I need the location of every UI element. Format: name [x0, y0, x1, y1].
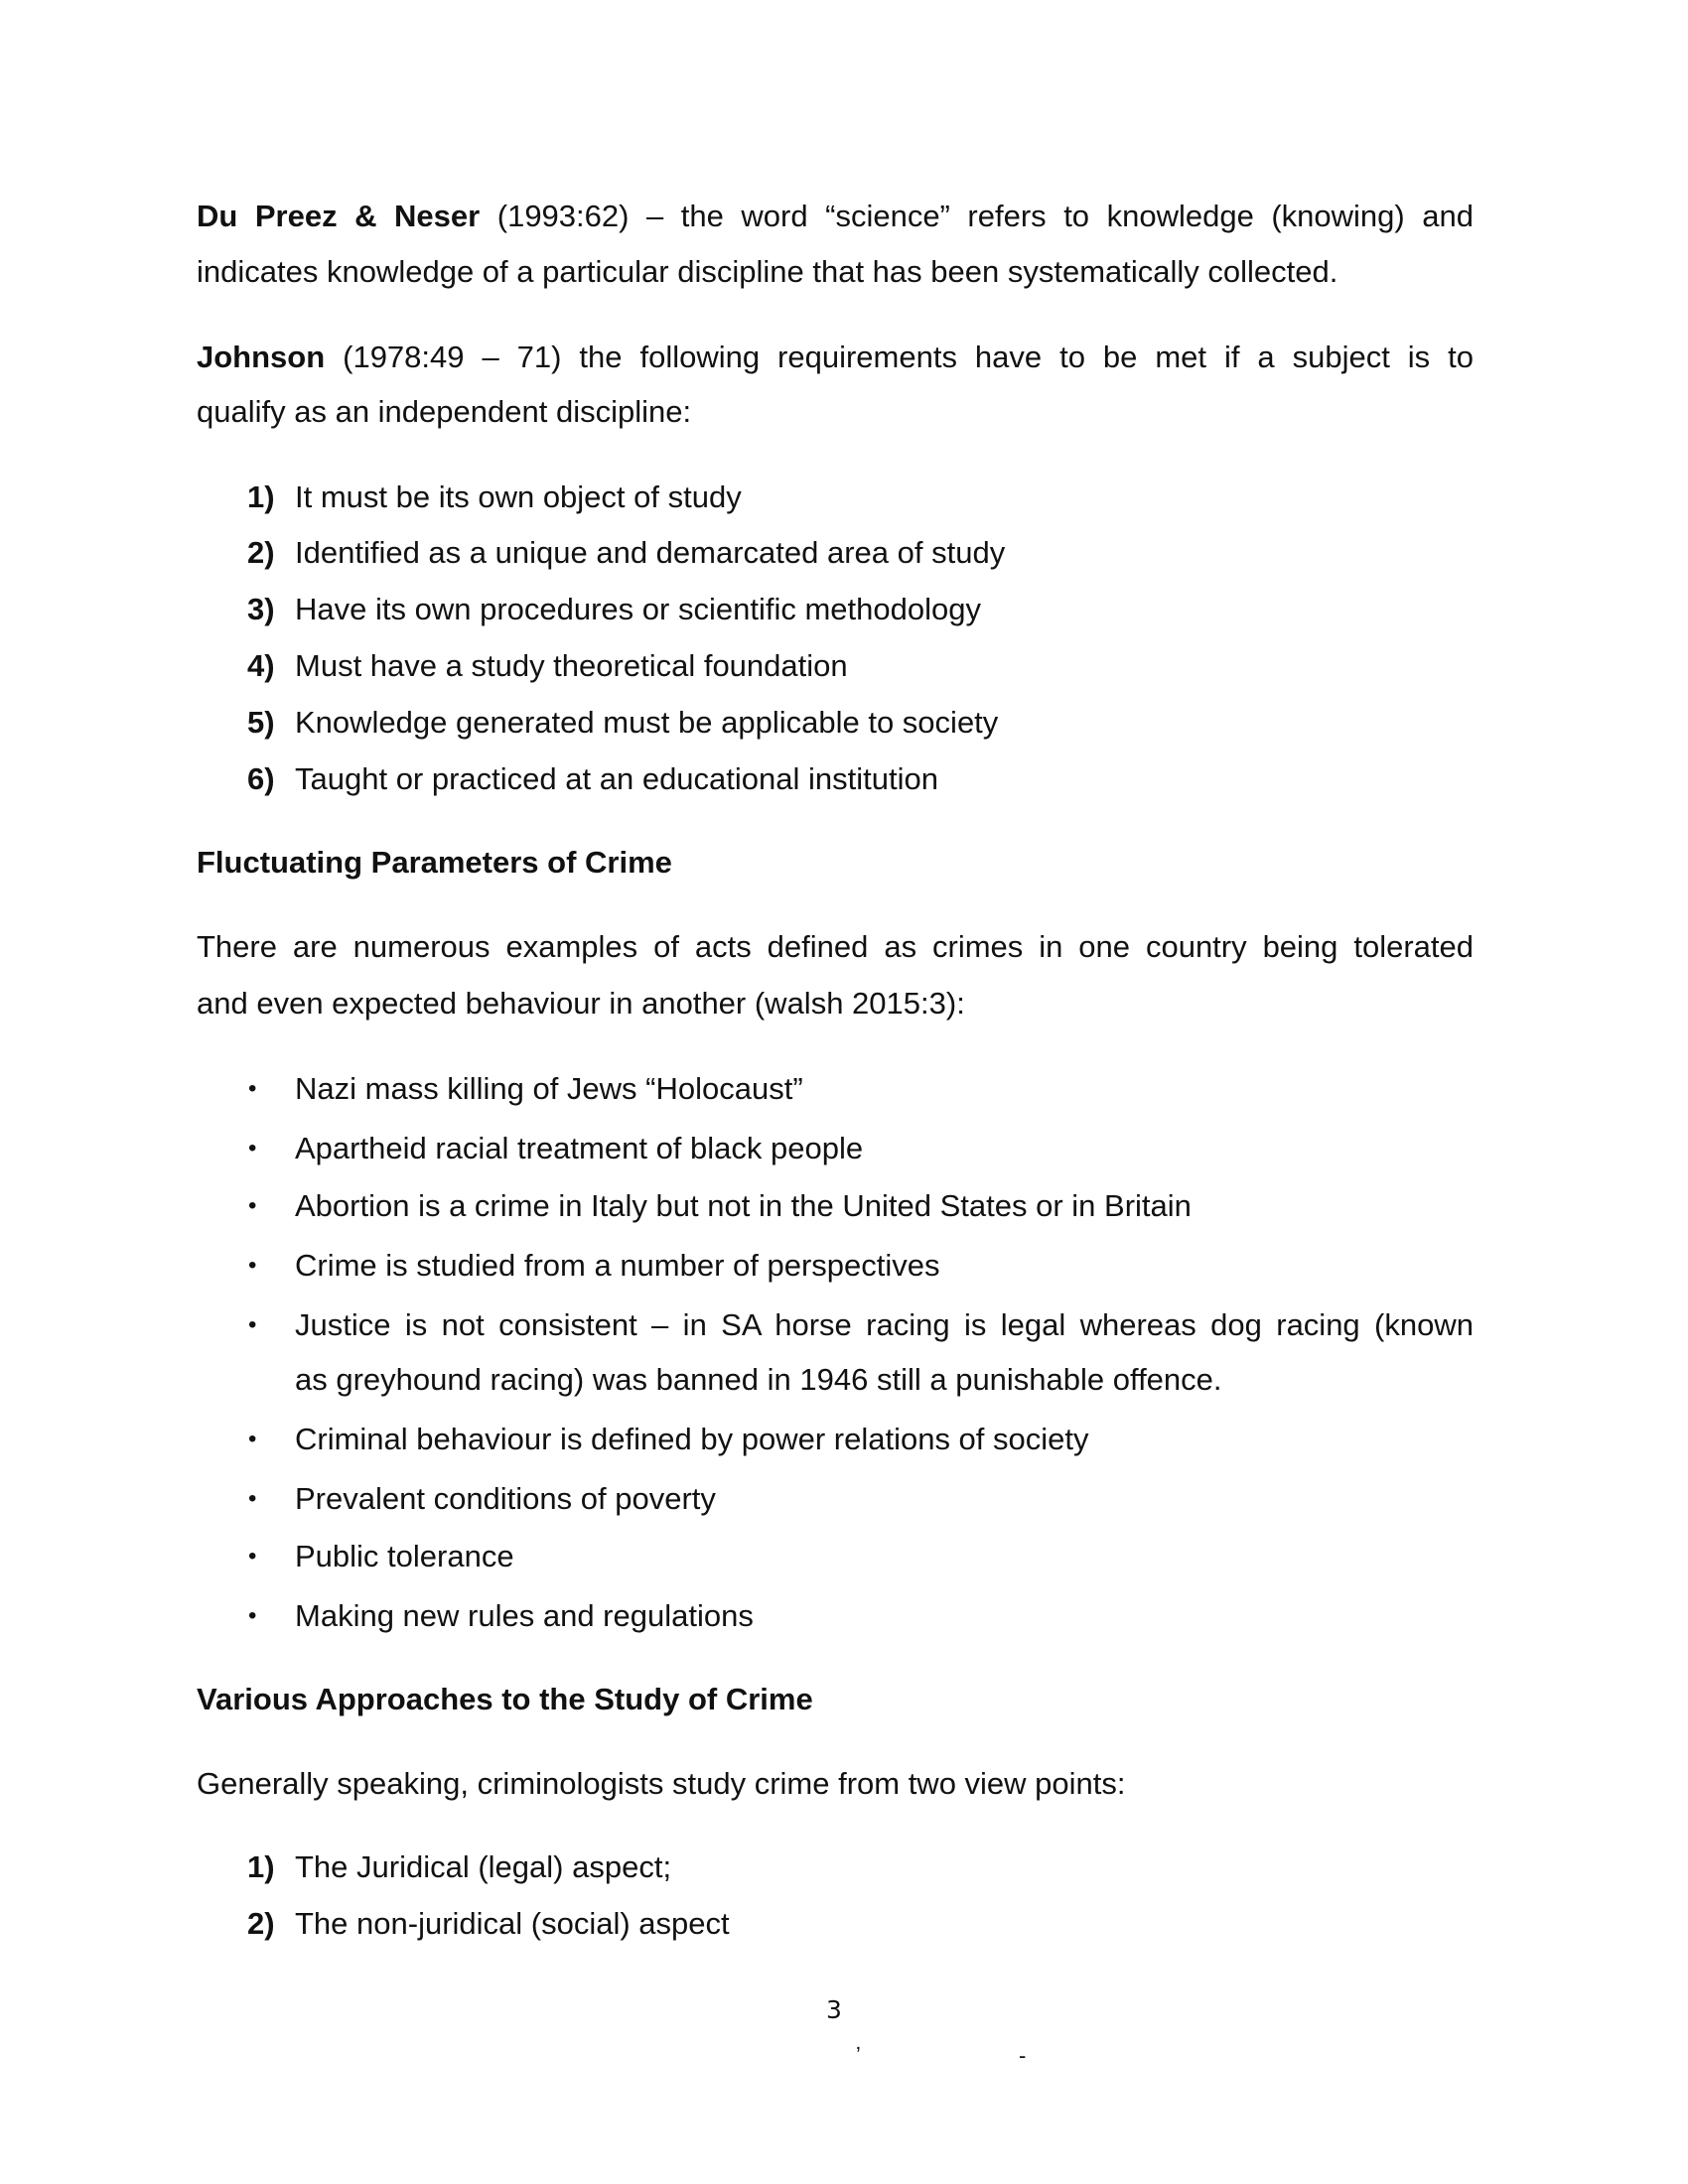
- bullet-item: Public tolerance: [295, 1539, 514, 1573]
- bullet-icon: •: [248, 1602, 257, 1629]
- bullet-icon: •: [248, 1192, 257, 1219]
- bullet-icon: •: [248, 1252, 257, 1279]
- bullet-item: Crime is studied from a number of perspectives: [295, 1248, 940, 1283]
- page-number: 3: [826, 1995, 842, 2024]
- bullet-item: as greyhound racing) was banned in 1946 still a punishable offence.: [295, 1362, 1222, 1397]
- bullet-icon: •: [248, 1135, 257, 1161]
- list-item: Knowledge generated must be applicable to society: [295, 705, 999, 740]
- bullet-icon: •: [248, 1543, 257, 1570]
- bullet-icon: •: [248, 1311, 257, 1338]
- list-number: 2): [247, 1906, 275, 1941]
- bullet-item: Nazi mass killing of Jews “Holocaust”: [295, 1071, 803, 1106]
- para-examples-line1: There are numerous examples of acts defined as crimes in one country being tolerated: [197, 929, 1474, 964]
- list-item: The Juridical (legal) aspect;: [295, 1849, 672, 1884]
- para-johnson-line2: qualify as an independent discipline:: [197, 394, 692, 429]
- heading-various-approaches: Various Approaches to the Study of Crime: [197, 1682, 813, 1716]
- list-item: Identified as a unique and demarcated area of study: [295, 535, 1006, 570]
- list-item: The non-juridical (social) aspect: [295, 1906, 730, 1941]
- heading-fluctuating-parameters: Fluctuating Parameters of Crime: [197, 845, 672, 880]
- list-item: Must have a study theoretical foundation: [295, 648, 848, 683]
- para-viewpoints: Generally speaking, criminologists study crime from two view points:: [197, 1766, 1126, 1801]
- list-number: 1): [247, 479, 275, 514]
- list-item: It must be its own object of study: [295, 479, 742, 514]
- para-du-preez-line1: [197, 197, 1474, 236]
- text: (1993:62) – the word “science” refers to knowledge (knowing) and: [480, 199, 1474, 233]
- footer-mark: ʼ: [856, 2043, 861, 2068]
- list-number: 3): [247, 592, 275, 626]
- author-name: Du Preez & Neser: [197, 199, 481, 233]
- list-number: 1): [247, 1849, 275, 1884]
- list-number: 6): [247, 761, 275, 796]
- list-item: Taught or practiced at an educational institution: [295, 761, 938, 796]
- bullet-item: Prevalent conditions of poverty: [295, 1481, 716, 1516]
- list-number: 2): [247, 535, 275, 570]
- para-examples-line2: and even expected behaviour in another (walsh 2015:3):: [197, 986, 965, 1021]
- bullet-item: Apartheid racial treatment of black people: [295, 1131, 864, 1165]
- para-du-preez-line2: indicates knowledge of a particular discipline that has been systematically collected.: [197, 254, 1338, 289]
- list-number: 4): [247, 648, 275, 683]
- bullet-icon: •: [248, 1426, 257, 1452]
- bullet-item: Criminal behaviour is defined by power relations of society: [295, 1422, 1089, 1456]
- list-item: Have its own procedures or scientific methodology: [295, 592, 981, 626]
- text: (1978:49 – 71) the following requirements have to be met if a subject is to: [325, 340, 1474, 374]
- para-johnson-line1: [197, 338, 1474, 377]
- bullet-item: Abortion is a crime in Italy but not in the United States or in Britain: [295, 1188, 1192, 1223]
- list-number: 5): [247, 705, 275, 740]
- bullet-item: Justice is not consistent – in SA horse racing is legal whereas dog racing (known: [295, 1307, 1474, 1342]
- bullet-icon: •: [248, 1485, 257, 1512]
- footer-mark: -: [1019, 2043, 1027, 2068]
- bullet-icon: •: [248, 1075, 257, 1102]
- author-name: Johnson: [197, 340, 326, 374]
- bullet-item: Making new rules and regulations: [295, 1598, 754, 1633]
